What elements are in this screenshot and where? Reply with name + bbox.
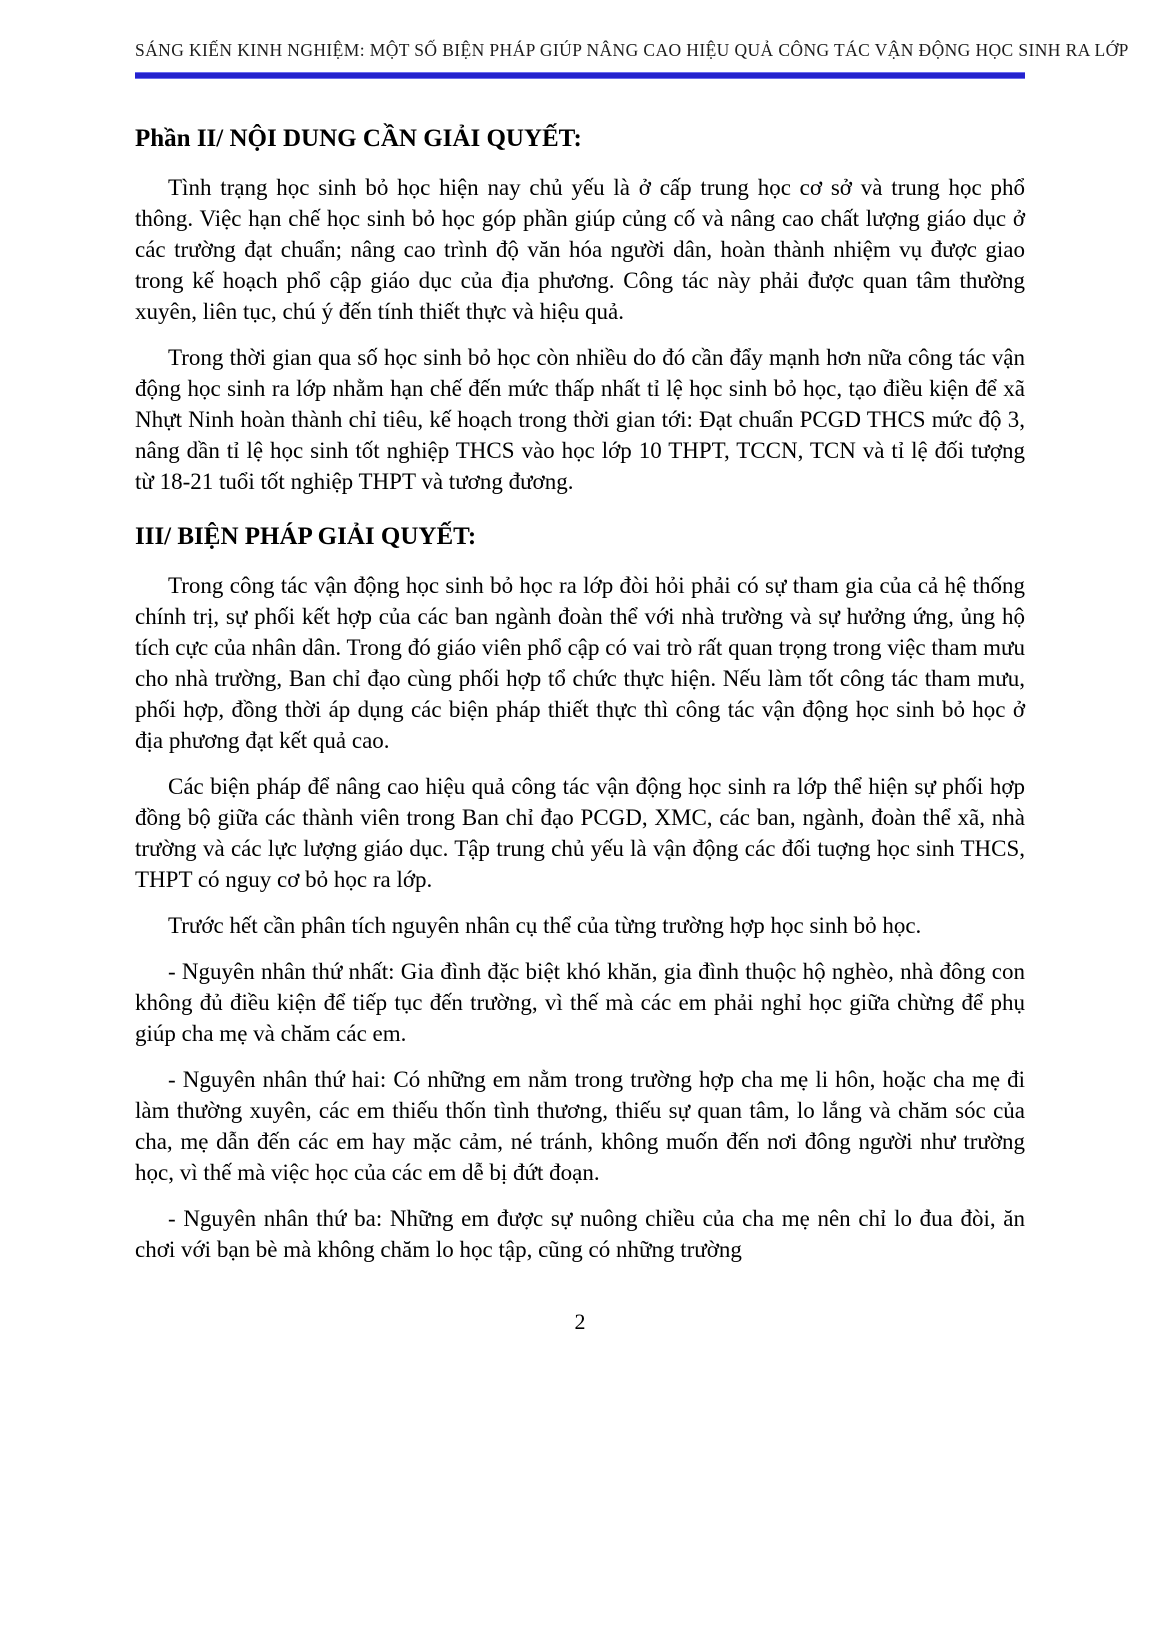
body-paragraph-coordination-measures: Các biện pháp để nâng cao hiệu quả công tác vận động học sinh ra lớp thể hiện sự phối hợp đồng bộ giữa các thành viên trong Ban chỉ đạo PCGD, XMC, các ban, ngành, đoàn thể xã, nhà trường và các lực lượng giáo dục. Tập trung chủ yếu là vận động các đối tuợng học sinh THCS, THPT có nguy cơ bỏ học ra lớp. bbox=[135, 774, 1025, 892]
section-heading-part-ii: Phần II/ NỘI DUNG CẦN GIẢI QUYẾT: bbox=[135, 125, 582, 152]
body-paragraph-dropout-situation: Tình trạng học sinh bỏ học hiện nay chủ yếu là ở cấp trung học cơ sở và trung học phổ thông. Việc hạn chế học sinh bỏ học góp phần giúp củng cố và nâng cao chất lượng giáo dục ở các trường đạt chuẩn; nâng cao trình độ văn hóa người dân, hoàn thành nhiệm vụ được giao trong kế hoạch phổ cập giáo dục của địa phương. Công tác này phải được quan tâm thường xuyên, liên tục, chú ý đến tính thiết thực và hiệu quả. bbox=[135, 175, 1025, 324]
page-number: 2 bbox=[574, 1309, 586, 1334]
body-paragraph-analyze-causes: Trước hết cần phân tích nguyên nhân cụ thể của từng trường hợp học sinh bỏ học. bbox=[168, 913, 922, 938]
section-heading-part-iii: III/ BIỆN PHÁP GIẢI QUYẾT: bbox=[135, 523, 477, 550]
body-paragraph-political-system: Trong công tác vận động học sinh bỏ học ra lớp đòi hỏi phải có sự tham gia của cả hệ thống chính trị, sự phối kết hợp của các ban ngành đoàn thể với nhà trường và sự hưởng ứng, ủng hộ tích cực của nhân dân. Trong đó giáo viên phổ cập có vai trò rất quan trọng trong việc tham mưu cho nhà trường, Ban chỉ đạo cùng phối hợp tổ chức thực hiện. Nếu làm tốt công tác tham mưu, phối hợp, đồng thời áp dụng các biện pháp thiết thực thì công tác vận động học sinh bỏ học ở địa phương đạt kết quả cao. bbox=[135, 573, 1025, 753]
header-rule bbox=[135, 72, 1025, 79]
body-paragraph-cause-one: - Nguyên nhân thứ nhất: Gia đình đặc biệt khó khăn, gia đình thuộc hộ nghèo, nhà đông con không đủ điều kiện để tiếp tục đến trường, vì thế mà các em phải nghỉ học giữa chừng để phụ giúp cha mẹ và chăm các em. bbox=[135, 959, 1025, 1046]
body-paragraph-mobilization-goals: Trong thời gian qua số học sinh bỏ học còn nhiều do đó cần đẩy mạnh hơn nữa công tác vận động học sinh ra lớp nhằm hạn chế đến mức thấp nhất tỉ lệ học sinh bỏ học, tạo điều kiện để xã Nhựt Ninh hoàn thành chỉ tiêu, kế hoạch trong thời gian tới: Đạt chuẩn PCGD THCS mức độ 3, nâng dần tỉ lệ học sinh tốt nghiệp THCS vào học lớp 10 THPT, TCCN, TCN và tỉ lệ đối tượng từ 18-21 tuổi tốt nghiệp THPT và tương đương. bbox=[135, 345, 1025, 494]
page-header bbox=[135, 40, 1129, 79]
document-body bbox=[135, 123, 1025, 1265]
body-paragraph-cause-two: - Nguyên nhân thứ hai: Có những em nằm trong trường hợp cha mẹ li hôn, hoặc cha mẹ đi làm thường xuyên, các em thiếu thốn tình thương, thiếu sự quan tâm, lo lắng và chăm sóc của cha, mẹ dẫn đến các em hay mặc cảm, né tránh, không muốn đến nơi đông người như trường học, vì thế mà việc học của các em dễ bị đứt đoạn. bbox=[135, 1067, 1025, 1185]
header-running-title: SÁNG KIẾN KINH NGHIỆM: MỘT SỐ BIỆN PHÁP GIÚP NÂNG CAO HIỆU QUẢ CÔNG TÁC VẬN ĐỘNG HỌC SINH RA LỚP bbox=[135, 40, 1129, 60]
page-footer bbox=[135, 1309, 1025, 1335]
body-paragraph-cause-three: - Nguyên nhân thứ ba: Những em được sự nuông chiều của cha mẹ nên chỉ lo đua đòi, ăn chơi với bạn bè mà không chăm lo học tập, cũng có những trường bbox=[135, 1206, 1025, 1262]
